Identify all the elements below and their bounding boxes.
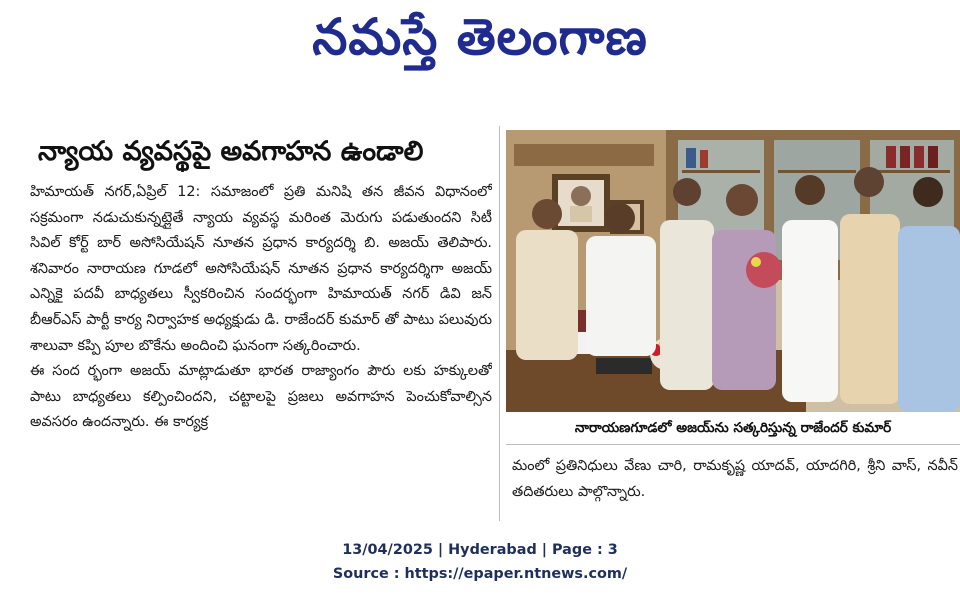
photo-caption: [506, 414, 960, 445]
article-continuation: [512, 454, 958, 518]
article-paragraph: హిమాయత్ నగర్,ఏప్రిల్ 12: సమాజంలో ప్రతి మనిషి తన జీవన విధానంలో సక్రమంగా నడుచుకున్నట్లైతే న్యాయ వ్యవస్థ మరింత మెరుగు పడుతుందని సిటీ సివిల్ కోర్ట్ బార్ అసోసియేషన్ నూతన ప్రధాన కార్యదర్శి బి. అజయ్ తెలిపారు. శనివారం నారాయణ గూడలో అసోసియేషన్ నూతన ప్రధాన కార్యదర్శిగా అజయ్ ఎన్నికై పదవీ బాధ్యతలు స్వీకరించిన సందర్భంగా హిమాయత్ నగర్ డివి జన్ బీఆర్ఎస్ పార్టీ కార్య నిర్వాహక అధ్యక్షుడు డి. రాజేందర్ కుమార్ తో పాటు పలువురు శాలువా కప్పి పూల బొకేను అందించి ఘనంగా సత్కరించారు.: [30, 184, 492, 354]
felicitation-photo-illustration: [506, 130, 960, 412]
article-paragraph-continued: మంలో ప్రతినిధులు వేణు చారి, రామకృష్ణ యాదవ్, యాదగిరి, శ్రీని వాస్, నవీన్ తదితరులు పాల్గొన్నారు.: [512, 458, 958, 500]
edition-info: 13/04/2025 | Hyderabad | Page : 3: [342, 542, 618, 558]
article-paragraph: ఈ సంద ర్భంగా అజయ్ మాట్లాడుతూ భారత రాజ్యాంగం పౌరు లకు హక్కులతో పాటు బాధ్యతలు కల్పించిందని, చట్టాలపై ప్రజలు అవగాహన పెంచుకోవాల్సిన అవసరం ఉందన్నారు. ఈ కార్యక్ర: [30, 363, 492, 431]
column-divider: [499, 126, 500, 521]
article-headline: న్యాయ వ్యవస్థపై అవగాహన ఉండాలి: [38, 136, 424, 167]
photo-caption-text: నారాయణగూడలో అజయ్‌ను సత్కరిస్తున్న రాజేందర్ కుమార్: [574, 419, 892, 436]
source-link[interactable]: Source : https://epaper.ntnews.com/: [332, 566, 628, 582]
newspaper-title: నమస్తే తెలంగాణ: [312, 7, 648, 66]
article-body: [30, 180, 492, 518]
news-photo: [506, 130, 960, 412]
page-footer: [0, 538, 960, 586]
masthead: [0, 0, 960, 86]
